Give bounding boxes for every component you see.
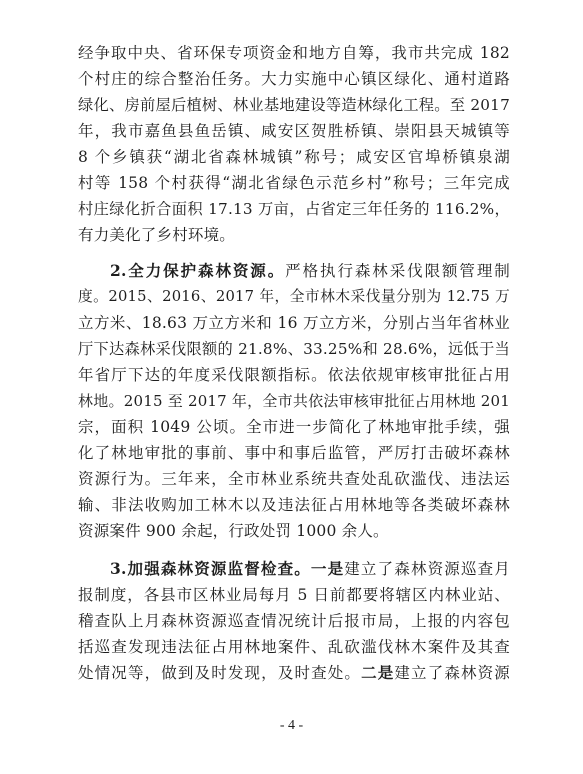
section-2-heading: 2.全力保护森林资源。 bbox=[110, 261, 286, 280]
section-3-heading: 3.加强森林资源监督检查。 bbox=[110, 559, 311, 578]
section-3-text: 建立了森林资源 bbox=[394, 664, 510, 682]
paragraph-line: 度。2015、2016、2017 年，全市林木采伐量分别为 12.75 万 bbox=[78, 288, 510, 305]
paragraph-line: 括巡查发现违法征占用林地案件、乱砍滥伐林木案件及其查 bbox=[78, 638, 510, 656]
paragraph-line: 经争取中央、省环保专项资金和地方自筹，我市共完成 182 bbox=[78, 44, 510, 62]
paragraph-line: 个村庄的综合整治任务。大力实施中心镇区绿化、通村道路 bbox=[78, 70, 510, 88]
paragraph-line: 稽查队上月森林资源巡查情况统计后报市局，上报的内容包 bbox=[78, 612, 510, 630]
paragraph-line: 输、非法收购加工林木以及违法征占用林地等各类破坏森林 bbox=[78, 496, 510, 514]
section-3-last-line bbox=[78, 660, 510, 686]
section-3-subheading: 二是 bbox=[361, 663, 395, 682]
paragraph-line: 村庄绿化折合面积 17.13 万亩，占省定三年任务的 116.2%， bbox=[78, 200, 510, 218]
paragraph-line: 绿化、房前屋后植树、林业基地建设等造林绿化工程。至 2017 bbox=[78, 96, 510, 114]
paragraph-line: 宗，面积 1049 公顷。全市进一步简化了林地审批手续，强 bbox=[78, 418, 510, 436]
section-3-first-line bbox=[110, 556, 510, 582]
paragraph-line: 年，我市嘉鱼县鱼岳镇、咸安区贺胜桥镇、崇阳县天城镇等 bbox=[78, 122, 510, 140]
paragraph-line: 资源案件 900 余起，行政处罚 1000 余人。 bbox=[78, 522, 389, 540]
section-3-text: 处情况等，做到及时发现，及时查处。 bbox=[78, 664, 362, 682]
paragraph-line: 年省厅下达的年度采伐限额指标。依法依规审核审批征占用 bbox=[78, 366, 510, 384]
paragraph-line: 有力美化了乡村环境。 bbox=[78, 226, 236, 244]
paragraph-line: 村等 158 个村获得“湖北省绿色示范乡村”称号；三年完成 bbox=[78, 174, 510, 192]
paragraph-line: 8 个乡镇获“湖北省森林城镇”称号；咸安区官埠桥镇泉湖 bbox=[78, 148, 510, 166]
paragraph-line: 林地。2015 至 2017 年，全市共依法审核审批征占用林地 201 bbox=[78, 392, 510, 410]
paragraph-line: 报制度，各县市区林业局每月 5 日前都要将辖区内林业站、 bbox=[78, 586, 510, 604]
section-3-text: 建立了森林资源巡查月 bbox=[344, 560, 510, 578]
section-3-subheading: 一是 bbox=[310, 559, 345, 578]
section-2-text: 严格执行森林采伐限额管理制 bbox=[285, 262, 510, 280]
paragraph-line: 厅下达森林采伐限额的 21.8%、33.25%和 28.6%，远低于当 bbox=[78, 340, 510, 358]
paragraph-line: 立方米、18.63 万立方米和 16 万立方米，分别占当年省林业 bbox=[78, 314, 510, 332]
paragraph-line: 资源行为。三年来，全市林业系统共查处乱砍滥伐、违法运 bbox=[78, 470, 510, 488]
section-2-first-line bbox=[110, 258, 510, 284]
page-number: - 4 - bbox=[279, 718, 304, 733]
paragraph-line: 化了林地审批的事前、事中和事后监管，严厉打击破坏森林 bbox=[78, 444, 510, 462]
